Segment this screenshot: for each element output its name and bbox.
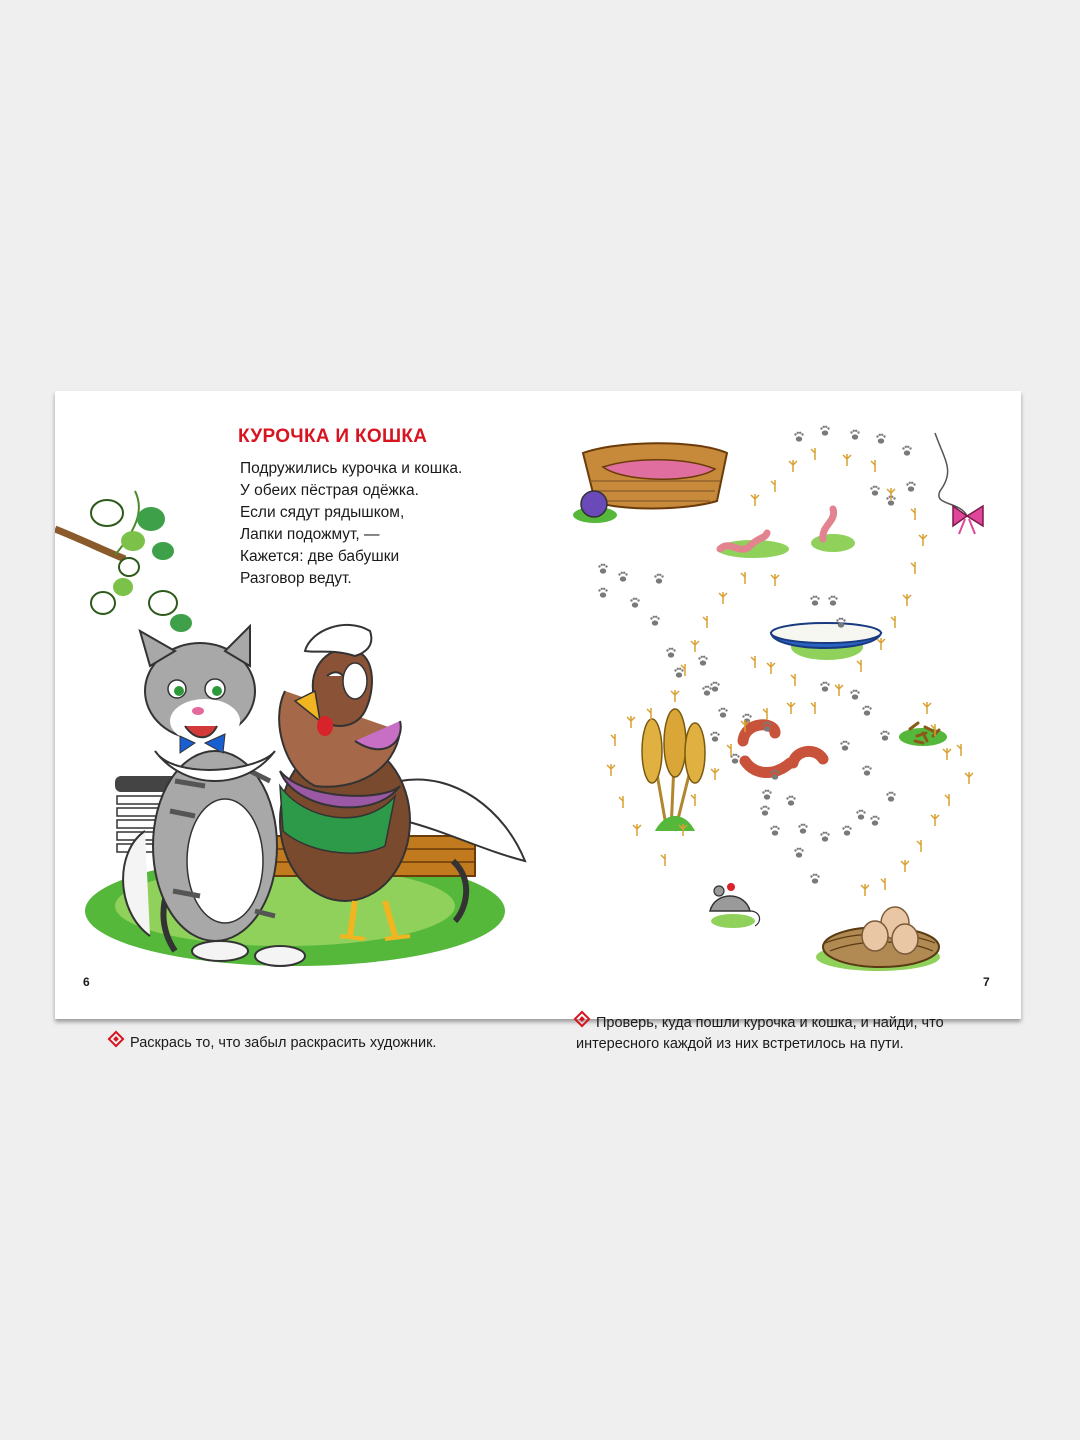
- hen-footprint-icon: [607, 764, 615, 776]
- paw-print-icon: [618, 572, 627, 582]
- paw-print-icon: [820, 682, 829, 692]
- hen-footprint-icon: [911, 508, 915, 520]
- milk-bowl-illustration: [771, 623, 881, 660]
- diamond-bullet-icon: [574, 1011, 591, 1028]
- hen-footprint-icon: [691, 640, 699, 652]
- poem-line: Если сядут рядышком,: [240, 504, 405, 521]
- hen-footprint-icon: [957, 744, 961, 756]
- paw-print-icon: [760, 806, 769, 816]
- hen-footprint-icon: [691, 794, 695, 806]
- hen-footprint-icon: [811, 702, 815, 714]
- wheat-illustration: [642, 709, 705, 831]
- paw-print-icon: [794, 848, 803, 858]
- hen-footprint-icon: [843, 454, 851, 466]
- hen-footprint-icon: [671, 690, 679, 702]
- paw-print-icon: [856, 810, 865, 820]
- hen-footprint-icon: [627, 716, 635, 728]
- poem-line: Подружились курочка и кошка.: [240, 460, 463, 477]
- paw-print-icon: [842, 826, 851, 836]
- hen-footprint-icon: [633, 824, 641, 836]
- hen-footprint-icon: [923, 702, 931, 714]
- worm-illustration: [717, 509, 855, 558]
- hen-footprint-icon: [789, 460, 797, 472]
- task-right-text-1: Проверь, куда пошли курочка и кошка, и найди, что: [596, 1015, 944, 1031]
- poem-line: Лапки подожмут, —: [240, 526, 380, 543]
- paw-print-icon: [786, 796, 795, 806]
- page-title: КУРОЧКА И КОШКА: [238, 426, 428, 447]
- hen-footprint-icon: [791, 674, 795, 686]
- hen-footprint-icon: [943, 748, 951, 760]
- hen-footprint-icon: [771, 574, 779, 586]
- hen-footprint-icon: [901, 860, 909, 872]
- paw-print-icon: [850, 690, 859, 700]
- hen-footprint-icon: [619, 796, 623, 808]
- paw-print-icon: [880, 731, 889, 741]
- hen-footprint-icon: [891, 616, 895, 628]
- paw-print-icon: [674, 668, 683, 678]
- poem-line: Кажется: две бабушки: [240, 548, 400, 565]
- paw-print-icon: [710, 732, 719, 742]
- paw-print-icon: [870, 486, 879, 496]
- hen-footprint-icon: [727, 744, 731, 756]
- hen-footprint-icon: [711, 768, 719, 780]
- hen-footprint-icon: [881, 878, 885, 890]
- paw-print-icon: [654, 574, 663, 584]
- paw-print-icon: [702, 686, 711, 696]
- hen-footprint-icon: [871, 460, 875, 472]
- hen-footprint-icon: [767, 662, 775, 674]
- hen-footprint-icon: [903, 594, 911, 606]
- egg-nest-illustration: [816, 907, 940, 971]
- poem-line: У обеих пёстрая одёжка.: [240, 482, 419, 499]
- paw-print-icon: [718, 708, 727, 718]
- task-right-text-2: интересного каждой из них встретилось на пути.: [576, 1036, 904, 1052]
- paw-print-icon: [850, 430, 859, 440]
- hen-footprint-icon: [965, 772, 973, 784]
- hen-footprint-icon: [861, 884, 869, 896]
- hen-footprint-icon: [787, 702, 795, 714]
- diamond-bullet-icon: [108, 1031, 125, 1048]
- illustrations: [55, 391, 1021, 1019]
- hen-footprint-icon: [703, 616, 707, 628]
- paw-print-icon: [598, 588, 607, 598]
- paw-print-icon: [870, 816, 879, 826]
- grain-illustration: [899, 723, 947, 746]
- paw-print-icon: [710, 682, 719, 692]
- hen-footprint-icon: [835, 684, 843, 696]
- paw-print-icon: [820, 426, 829, 436]
- task-left: [110, 1033, 436, 1054]
- paw-print-icon: [902, 446, 911, 456]
- hen-footprint-icon: [611, 734, 615, 746]
- paw-print-icon: [906, 482, 915, 492]
- paw-print-icon: [794, 432, 803, 442]
- paw-print-icon: [886, 792, 895, 802]
- paw-print-icon: [650, 616, 659, 626]
- hen-footprint-icon: [647, 708, 651, 720]
- hen-footprint-icon: [917, 840, 921, 852]
- poem: [240, 458, 462, 590]
- paw-print-icon: [762, 790, 771, 800]
- paw-print-icon: [598, 564, 607, 574]
- branch-illustration: [55, 491, 192, 632]
- mouse-toy-illustration: [710, 883, 760, 928]
- sausage-illustration: [743, 725, 823, 773]
- task-right: [576, 1013, 1006, 1055]
- poem-line: Разговор ведут.: [240, 570, 352, 587]
- hen-footprint-icon: [811, 448, 815, 460]
- paw-print-icon: [828, 596, 837, 606]
- paw-print-icon: [810, 596, 819, 606]
- hen-footprint-icon: [741, 572, 745, 584]
- paw-print-icon: [810, 874, 819, 884]
- paw-print-icon: [666, 648, 675, 658]
- page-number-left: 6: [83, 975, 90, 989]
- hen-footprint-icon: [661, 854, 665, 866]
- paw-print-icon: [770, 826, 779, 836]
- hen-footprint-icon: [751, 494, 759, 506]
- hen-footprint-icon: [911, 562, 915, 574]
- hen-footprint-icon: [751, 656, 755, 668]
- paw-print-icon: [876, 434, 885, 444]
- hen-footprint-icon: [771, 480, 775, 492]
- paw-print-icon: [840, 741, 849, 751]
- paw-print-icon: [862, 706, 871, 716]
- paw-print-icon: [698, 656, 707, 666]
- hen-footprint-icon: [945, 794, 949, 806]
- bow-toy-illustration: [935, 433, 983, 534]
- hen-footprint-icon: [877, 638, 885, 650]
- page-number-right: 7: [983, 975, 990, 989]
- book-spread: [55, 391, 1021, 1052]
- hen-footprint-icon: [719, 592, 727, 604]
- paw-print-icon: [630, 598, 639, 608]
- hen-footprint-icon: [857, 660, 861, 672]
- task-left-text: Раскрась то, что забыл раскрасить художник.: [130, 1035, 437, 1051]
- paw-print-icon: [820, 832, 829, 842]
- hen-footprint-icon: [763, 708, 767, 720]
- hen-footprint-icon: [919, 534, 927, 546]
- paw-print-icon: [862, 766, 871, 776]
- hen-footprint-icon: [931, 814, 939, 826]
- paw-print-icon: [798, 824, 807, 834]
- basket-illustration: [573, 443, 727, 523]
